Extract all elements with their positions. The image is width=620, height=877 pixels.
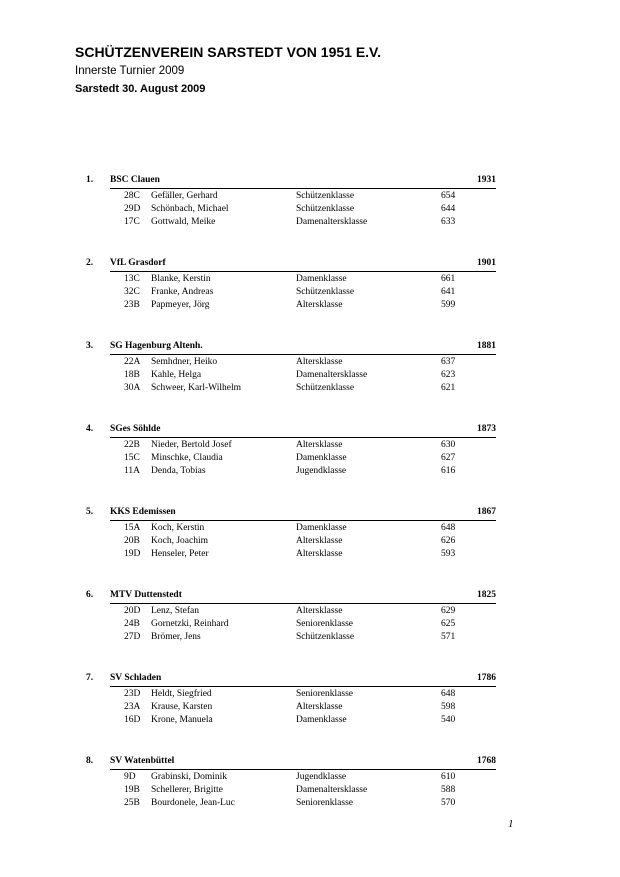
- shooter-name: Gornetzki, Reinhard: [151, 619, 229, 629]
- shooter-name: Franke, Andreas: [151, 287, 214, 297]
- start-number: 22A: [124, 357, 141, 367]
- start-number: 29D: [124, 204, 141, 214]
- shooter-row: [86, 523, 496, 536]
- team-header: [86, 424, 496, 438]
- shooter-score: 661: [441, 274, 456, 284]
- shooter-score: 629: [441, 606, 456, 616]
- shooter-row: [86, 274, 496, 287]
- shooter-class: Damenaltersklasse: [296, 217, 368, 227]
- shooter-name: Gefäller, Gerhard: [151, 191, 218, 201]
- shooter-name: Gottwald, Meike: [151, 217, 216, 227]
- shooter-row: [86, 798, 496, 811]
- team-name: SV Schladen: [110, 673, 162, 683]
- team-block: [86, 756, 496, 839]
- shooter-row: [86, 300, 496, 313]
- shooter-name: Brömer, Jens: [151, 632, 201, 642]
- team-rank: 8.: [86, 756, 94, 766]
- start-number: 25B: [124, 798, 140, 808]
- shooter-class: Damenklasse: [296, 715, 347, 725]
- shooter-score: 616: [441, 466, 456, 476]
- start-number: 11A: [124, 466, 141, 476]
- shooter-name: Schweer, Karl-Wilhelm: [151, 383, 241, 393]
- team-name: KKS Edemissen: [110, 507, 176, 517]
- shooter-name: Koch, Kerstin: [151, 523, 205, 533]
- shooter-class: Altersklasse: [296, 536, 343, 546]
- shooter-row: [86, 453, 496, 466]
- start-number: 28C: [124, 191, 140, 201]
- team-block: [86, 175, 496, 258]
- team-rank: 6.: [86, 590, 94, 600]
- shooter-row: [86, 204, 496, 217]
- shooter-class: Altersklasse: [296, 549, 343, 559]
- shooter-row: [86, 383, 496, 396]
- shooter-row: [86, 619, 496, 632]
- shooter-score: 610: [441, 772, 456, 782]
- shooter-score: 540: [441, 715, 456, 725]
- start-number: 9D: [124, 772, 136, 782]
- shooter-name: Denda, Tobias: [151, 466, 206, 476]
- shooter-name: Schönbach, Michael: [151, 204, 229, 214]
- start-number: 22B: [124, 440, 140, 450]
- shooter-name: Semhdner, Heiko: [151, 357, 218, 367]
- shooter-row: [86, 191, 496, 204]
- shooter-score: 654: [441, 191, 456, 201]
- start-number: 23A: [124, 702, 141, 712]
- start-number: 16D: [124, 715, 141, 725]
- shooter-row: [86, 370, 496, 383]
- shooter-row: [86, 772, 496, 785]
- shooter-name: Lenz, Stefan: [151, 606, 200, 616]
- shooter-class: Schützenklasse: [296, 383, 355, 393]
- shooter-class: Schützenklasse: [296, 191, 355, 201]
- shooter-class: Damenaltersklasse: [296, 785, 368, 795]
- shooter-score: 599: [441, 300, 456, 310]
- shooter-name: Schellerer, Brigitte: [151, 785, 223, 795]
- shooter-row: [86, 715, 496, 728]
- shooter-row: [86, 702, 496, 715]
- shooter-score: 637: [441, 357, 456, 367]
- team-block: [86, 424, 496, 507]
- shooter-score: 621: [441, 383, 456, 393]
- shooter-row: [86, 357, 496, 370]
- team-name: BSC Clauen: [110, 175, 160, 185]
- start-number: 20B: [124, 536, 140, 546]
- shooter-score: 571: [441, 632, 456, 642]
- team-rank: 7.: [86, 673, 94, 683]
- shooter-class: Schützenklasse: [296, 632, 355, 642]
- shooter-row: [86, 689, 496, 702]
- start-number: 19D: [124, 549, 141, 559]
- shooter-name: Koch, Joachim: [151, 536, 208, 546]
- shooter-score: 644: [441, 204, 456, 214]
- shooter-score: 630: [441, 440, 456, 450]
- shooter-class: Seniorenklasse: [296, 689, 353, 699]
- team-block: [86, 341, 496, 424]
- shooter-name: Henseler, Peter: [151, 549, 209, 559]
- start-number: 23D: [124, 689, 141, 699]
- start-number: 15C: [124, 453, 140, 463]
- team-name: VfL Grasdorf: [110, 258, 166, 268]
- shooter-row: [86, 287, 496, 300]
- shooter-class: Altersklasse: [296, 357, 343, 367]
- team-name: SV Watenbüttel: [110, 756, 175, 766]
- shooter-name: Blanke, Kerstin: [151, 274, 211, 284]
- shooter-row: [86, 466, 496, 479]
- start-number: 30A: [124, 383, 141, 393]
- start-number: 32C: [124, 287, 140, 297]
- shooter-score: 641: [441, 287, 456, 297]
- shooter-name: Kahle, Helga: [151, 370, 202, 380]
- shooter-row: [86, 440, 496, 453]
- shooter-name: Krone, Manuela: [151, 715, 213, 725]
- page-number: 1: [508, 818, 514, 830]
- shooter-name: Papmeyer, Jörg: [151, 300, 210, 310]
- place-date: Sarstedt 30. August 2009: [75, 83, 206, 95]
- shooter-score: 626: [441, 536, 456, 546]
- team-name: SGes Söhlde: [110, 424, 161, 434]
- team-rank: 4.: [86, 424, 94, 434]
- shooter-score: 598: [441, 702, 456, 712]
- team-block: [86, 673, 496, 756]
- team-header: [86, 590, 496, 604]
- shooter-score: 633: [441, 217, 456, 227]
- shooter-row: [86, 536, 496, 549]
- team-total: 1881: [477, 341, 496, 351]
- start-number: 13C: [124, 274, 140, 284]
- start-number: 24B: [124, 619, 140, 629]
- team-block: [86, 507, 496, 590]
- team-total: 1873: [477, 424, 496, 434]
- team-header: [86, 673, 496, 687]
- shooter-class: Damenklasse: [296, 523, 347, 533]
- shooter-name: Nieder, Bertold Josef: [151, 440, 232, 450]
- start-number: 23B: [124, 300, 140, 310]
- shooter-class: Damenaltersklasse: [296, 370, 368, 380]
- shooter-score: 623: [441, 370, 456, 380]
- shooter-score: 570: [441, 798, 456, 808]
- shooter-score: 648: [441, 689, 456, 699]
- shooter-class: Damenklasse: [296, 274, 347, 284]
- shooter-row: [86, 606, 496, 619]
- team-rank: 2.: [86, 258, 94, 268]
- tournament-name: Innerste Turnier 2009: [75, 65, 185, 77]
- shooter-score: 648: [441, 523, 456, 533]
- shooter-name: Grabinski, Dominik: [151, 772, 227, 782]
- shooter-class: Altersklasse: [296, 702, 343, 712]
- shooter-class: Damenklasse: [296, 453, 347, 463]
- team-header: [86, 258, 496, 272]
- shooter-score: 625: [441, 619, 456, 629]
- start-number: 20D: [124, 606, 141, 616]
- team-name: MTV Duttenstedt: [110, 590, 182, 600]
- team-total: 1786: [477, 673, 496, 683]
- team-total: 1931: [477, 175, 496, 185]
- shooter-row: [86, 217, 496, 230]
- team-results: [86, 175, 496, 839]
- shooter-name: Krause, Karsten: [151, 702, 213, 712]
- team-rank: 5.: [86, 507, 94, 517]
- shooter-class: Schützenklasse: [296, 204, 355, 214]
- team-total: 1768: [477, 756, 496, 766]
- shooter-class: Altersklasse: [296, 606, 343, 616]
- shooter-class: Seniorenklasse: [296, 798, 353, 808]
- shooter-name: Bourdonele, Jean-Luc: [151, 798, 235, 808]
- start-number: 17C: [124, 217, 140, 227]
- shooter-class: Jugendklasse: [296, 466, 347, 476]
- team-name: SG Hagenburg Altenh.: [110, 341, 203, 351]
- team-header: [86, 341, 496, 355]
- shooter-row: [86, 632, 496, 645]
- start-number: 15A: [124, 523, 141, 533]
- shooter-row: [86, 549, 496, 562]
- shooter-row: [86, 785, 496, 798]
- start-number: 27D: [124, 632, 141, 642]
- shooter-score: 588: [441, 785, 456, 795]
- team-block: [86, 590, 496, 673]
- shooter-class: Altersklasse: [296, 300, 343, 310]
- team-block: [86, 258, 496, 341]
- start-number: 18B: [124, 370, 140, 380]
- team-header: [86, 756, 496, 770]
- team-rank: 3.: [86, 341, 94, 351]
- team-total: 1867: [477, 507, 496, 517]
- shooter-class: Schützenklasse: [296, 287, 355, 297]
- shooter-name: Minschke, Claudia: [151, 453, 223, 463]
- shooter-class: Jugendklasse: [296, 772, 347, 782]
- start-number: 19B: [124, 785, 140, 795]
- document-header: [75, 44, 381, 96]
- team-total: 1825: [477, 590, 496, 600]
- club-title: SCHÜTZENVEREIN SARSTEDT VON 1951 E.V.: [75, 44, 382, 60]
- shooter-score: 593: [441, 549, 456, 559]
- shooter-name: Heldt, Siegfried: [151, 689, 212, 699]
- shooter-score: 627: [441, 453, 456, 463]
- team-header: [86, 507, 496, 521]
- shooter-class: Seniorenklasse: [296, 619, 353, 629]
- shooter-class: Altersklasse: [296, 440, 343, 450]
- team-rank: 1.: [86, 175, 94, 185]
- team-total: 1901: [477, 258, 496, 268]
- team-header: [86, 175, 496, 189]
